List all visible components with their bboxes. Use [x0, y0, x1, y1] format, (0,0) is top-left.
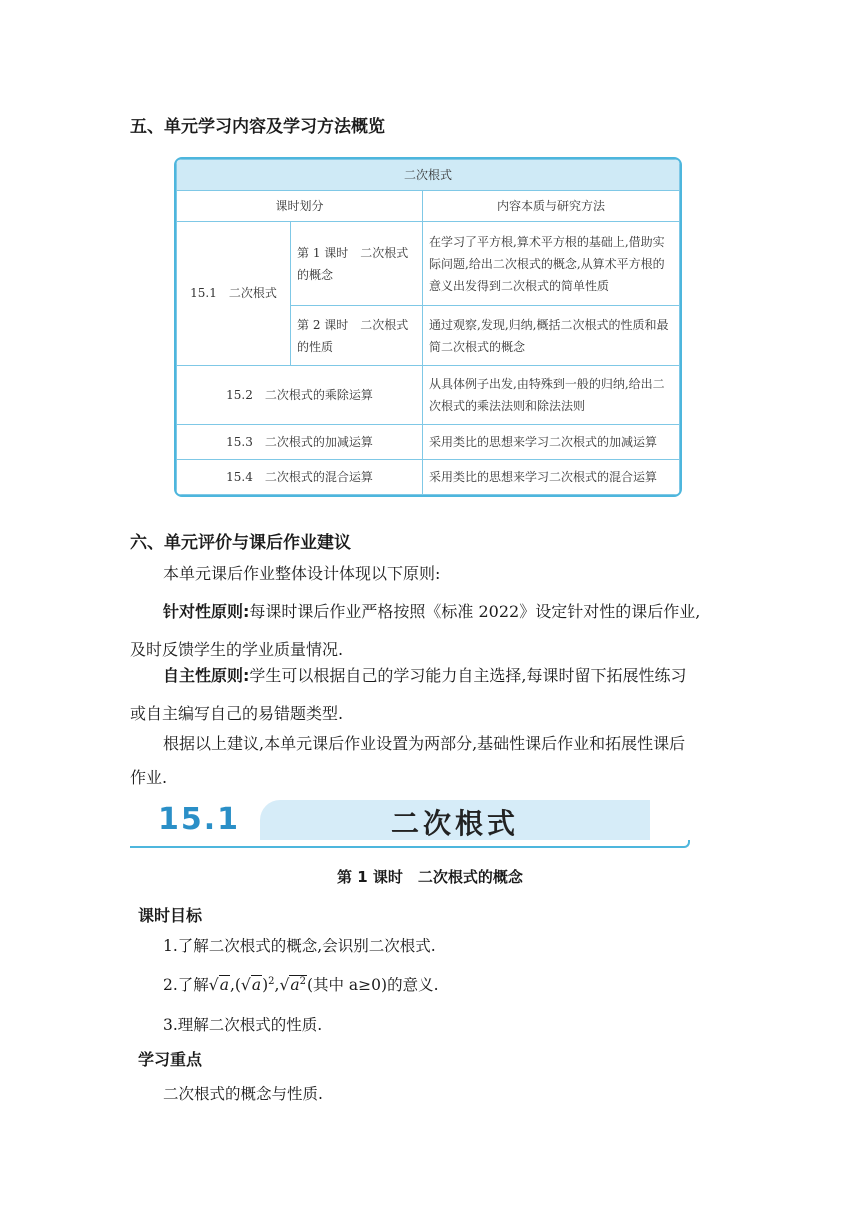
summary-line-1: 根据以上建议,本单元课后作业设置为两部分,基础性课后作业和拓展性课后 — [163, 734, 686, 753]
goal-2-sep: ) — [262, 976, 269, 994]
banner-tab — [260, 800, 650, 840]
goal-1: 1.了解二次根式的概念,会识别二次根式. — [163, 937, 436, 955]
table-header-content: 内容本质与研究方法 — [423, 191, 680, 222]
radicand: a — [251, 976, 262, 994]
exponent: 2 — [268, 975, 275, 987]
table-cell-lesson: 第 1 课时 二次根式的概念 — [291, 222, 423, 306]
table-cell-lesson: 15.2 二次根式的乘除运算 — [177, 365, 423, 425]
table-cell-content: 从具体例子出发,由特殊到一般的归纳,给出二次根式的乘法法则和除法法则 — [423, 365, 680, 425]
table-row — [177, 460, 680, 495]
lesson-title: 第 1 课时 二次根式的概念 — [337, 868, 523, 886]
exponent: 2 — [299, 975, 306, 987]
sqrt-sign: √ — [208, 976, 219, 994]
banner-number: 15.1 — [158, 802, 241, 837]
table-cell-lesson: 第 2 课时 二次根式的性质 — [291, 306, 423, 366]
principle-1-cont: 及时反馈学生的学业质量情况. — [130, 640, 344, 659]
table-row — [177, 365, 680, 425]
goal-3: 3.理解二次根式的性质. — [163, 1016, 323, 1034]
principle-1 — [163, 593, 700, 631]
banner-underline — [130, 840, 690, 848]
section6-intro: 本单元课后作业整体设计体现以下原则: — [163, 564, 441, 583]
radicand — [289, 975, 307, 994]
section-heading-5: 五、单元学习内容及学习方法概览 — [130, 117, 385, 137]
table-cell-content: 通过观察,发现,归纳,概括二次根式的性质和最简二次根式的概念 — [423, 306, 680, 366]
banner-title: 二次根式 — [390, 807, 519, 840]
table-cell-lesson: 15.4 二次根式的混合运算 — [177, 460, 423, 495]
table-header-lesson: 课时划分 — [177, 191, 423, 222]
principle-2 — [163, 657, 687, 695]
goal-2-sep: , — [274, 976, 280, 994]
goal-2-prefix: 2.了解 — [163, 976, 209, 994]
table-cell-content: 采用类比的思想来学习二次根式的混合运算 — [423, 460, 680, 495]
chapter-banner — [130, 796, 690, 852]
summary-line-2: 作业. — [130, 768, 168, 787]
goal-2-suffix: (其中 a≥0)的意义. — [306, 976, 439, 994]
principle-2-label: 自主性原则: — [163, 666, 250, 685]
radicand: a — [219, 976, 229, 994]
principle-2-cont: 或自主编写自己的易错题类型. — [130, 704, 344, 723]
section-heading-6: 六、单元评价与课后作业建议 — [130, 533, 351, 553]
goals-heading: 课时目标 — [138, 906, 203, 925]
table-title: 二次根式 — [177, 160, 680, 191]
unit-overview-table — [174, 157, 682, 497]
table-cell-content: 采用类比的思想来学习二次根式的加减运算 — [423, 425, 680, 460]
sqrt-sign: √ — [240, 976, 251, 994]
table-cell-lesson: 15.3 二次根式的加减运算 — [177, 425, 423, 460]
sqrt-sign: √ — [279, 976, 290, 994]
table-row — [177, 222, 680, 306]
radicand-var: a — [290, 976, 300, 994]
goal-2 — [163, 973, 439, 995]
table-cell-content: 在学习了平方根,算术平方根的基础上,借助实际问题,给出二次根式的概念,从算术平方根的意义出发得到二次根式的简单性质 — [423, 222, 680, 306]
key-points-heading: 学习重点 — [138, 1050, 203, 1069]
principle-2-text: 学生可以根据自己的学习能力自主选择,每课时留下拓展性练习 — [249, 666, 687, 685]
principle-1-label: 针对性原则: — [163, 602, 250, 621]
table-row — [177, 425, 680, 460]
table-group-label: 15.1 二次根式 — [177, 222, 291, 366]
key-points-text: 二次根式的概念与性质. — [163, 1085, 323, 1103]
principle-1-text: 每课时课后作业严格按照《标准 2022》设定针对性的课后作业, — [249, 602, 701, 621]
goal-2-sep: ,( — [229, 976, 241, 994]
